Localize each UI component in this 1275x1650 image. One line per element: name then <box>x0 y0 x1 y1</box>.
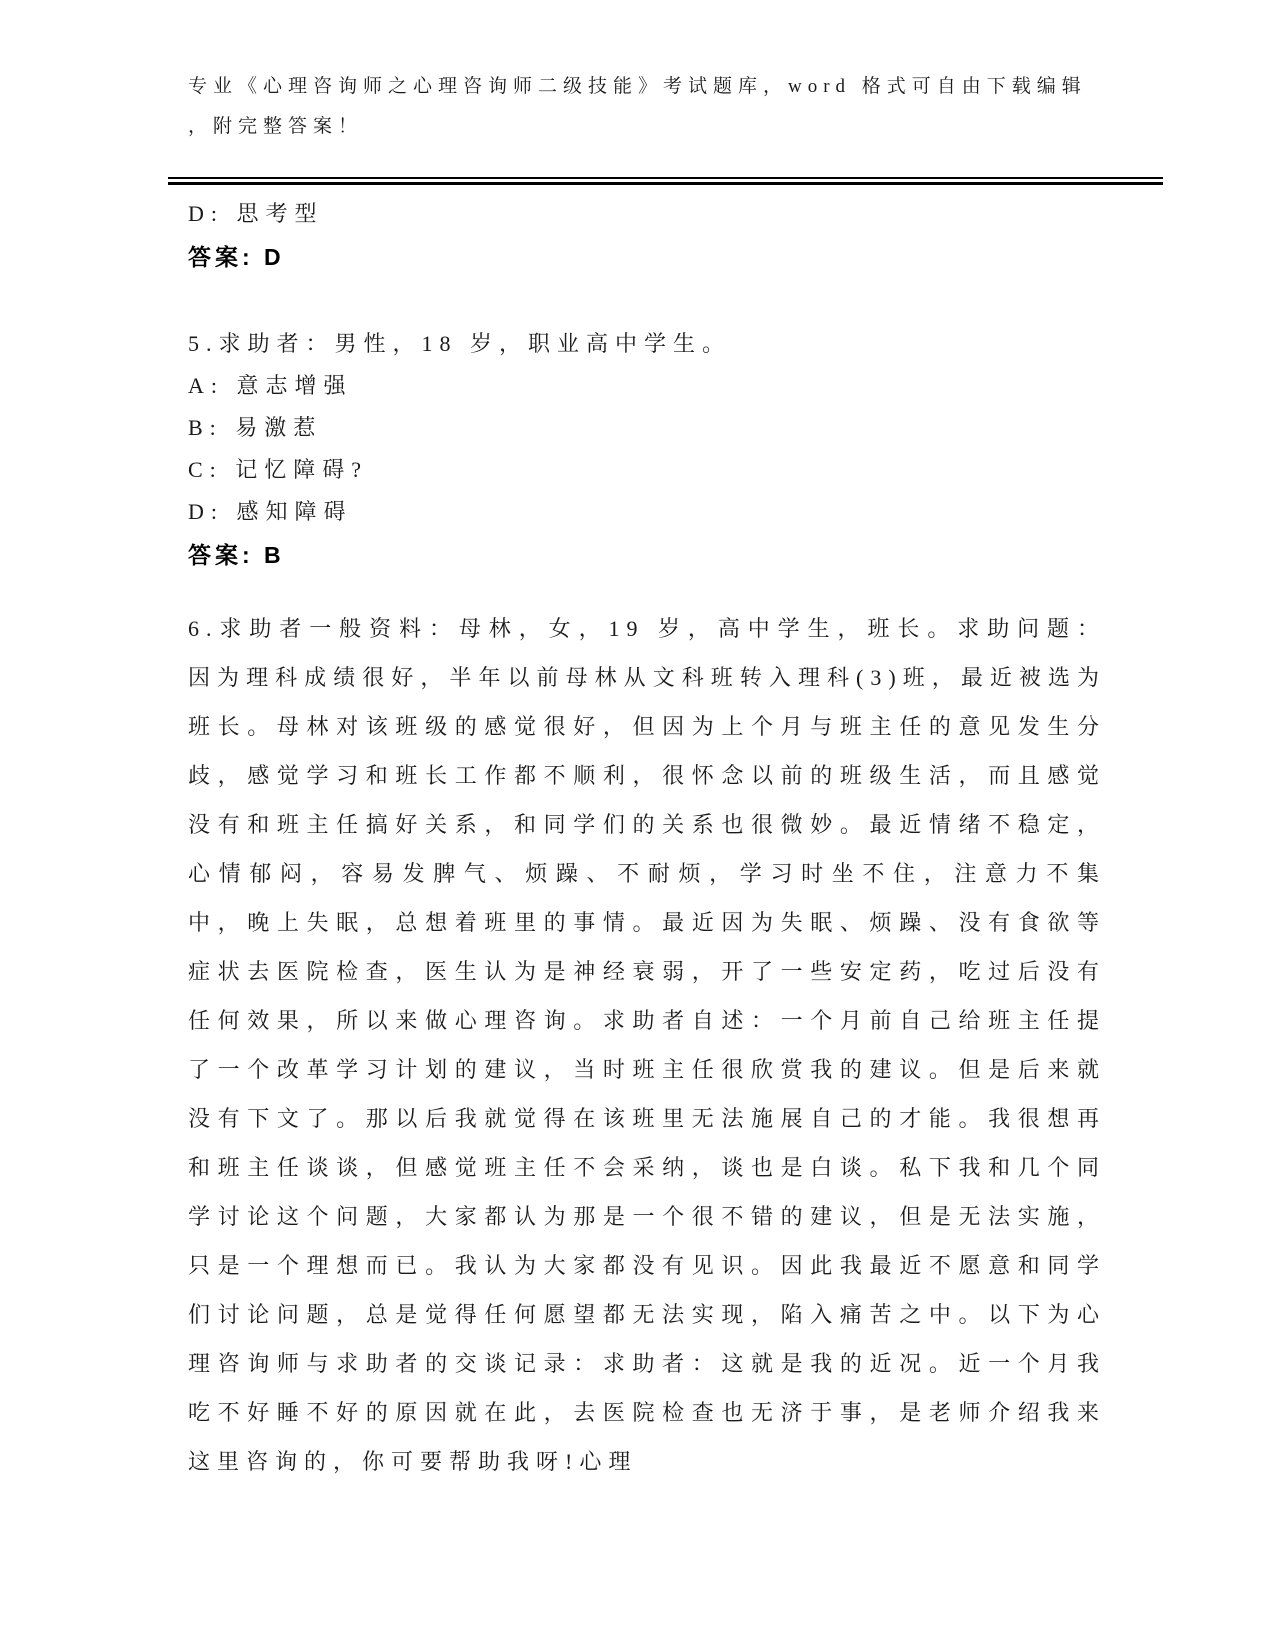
page-header-line-2: ，附完整答案！ <box>188 116 364 137</box>
question-5-option-d: D: 感知障碍 <box>188 499 353 524</box>
page-header-line-1: 专业《心理咨询师之心理咨询师二级技能》考试题库，word 格式可自由下载编辑 <box>188 76 1087 97</box>
prev-question-answer: 答案: D <box>188 244 285 270</box>
question-5-option-c: C: 记忆障碍? <box>188 457 369 482</box>
question-6-text: 6.求助者一般资料：母林，女，19 岁，高中学生，班长。求助问题：因为理科成绩很好，半年以前母林从文科班转入理科(3)班，最近被选为班长。母林对该班级的感觉很好，但因为上个月与班主任的意见发生分歧，感觉学习和班长工作都不顺利，很怀念以前的班级生活，而且感觉没有和班主任搞好关系，和同学们的关系也很微妙。最近情绪不稳定，心情郁闷，容易发脾气、烦躁、不耐烦，学习时坐不住，注意力不集中，晚上失眠，总想着班里的事情。最近因为失眠、烦躁、没有食欲等症状去医院检查，医生认为是神经衰弱，开了一些安定药，吃过后没有任何效果，所以来做心理咨询。求助者自述：一个月前自己给班主任提了一个改革学习计划的建议，当时班主任很欣赏我的建议。但是后来就没有下文了。那以后我就觉得在该班里无法施展自己的才能。我很想再和班主任谈谈，但感觉班主任不会采纳，谈也是白谈。私下我和几个同学讨论这个问题，大家都认为那是一个很不错的建议，但是无法实施，只是一个理想而已。我认为大家都没有见识。因此我最近不愿意和同学们讨论问题，总是觉得任何愿望都无法实现，陷入痛苦之中。以下为心理咨询师与求助者的交谈记录：求助者：这就是我的近况。近一个月我吃不好睡不好的原因就在此，去医院检查也无济于事，是老师介绍我来这里咨询的，你可要帮助我呀!心理 <box>188 616 1106 1474</box>
prev-question-option-d: D: 思考型 <box>188 201 324 226</box>
question-5-stem: 5.求助者：男性，18 岁，职业高中学生。 <box>188 331 732 356</box>
header-divider-rule <box>168 177 1163 185</box>
question-5-option-b: B: 易激惹 <box>188 415 323 440</box>
question-5-answer: 答案: B <box>188 542 285 568</box>
question-5-option-a: A: 意志增强 <box>188 373 353 398</box>
